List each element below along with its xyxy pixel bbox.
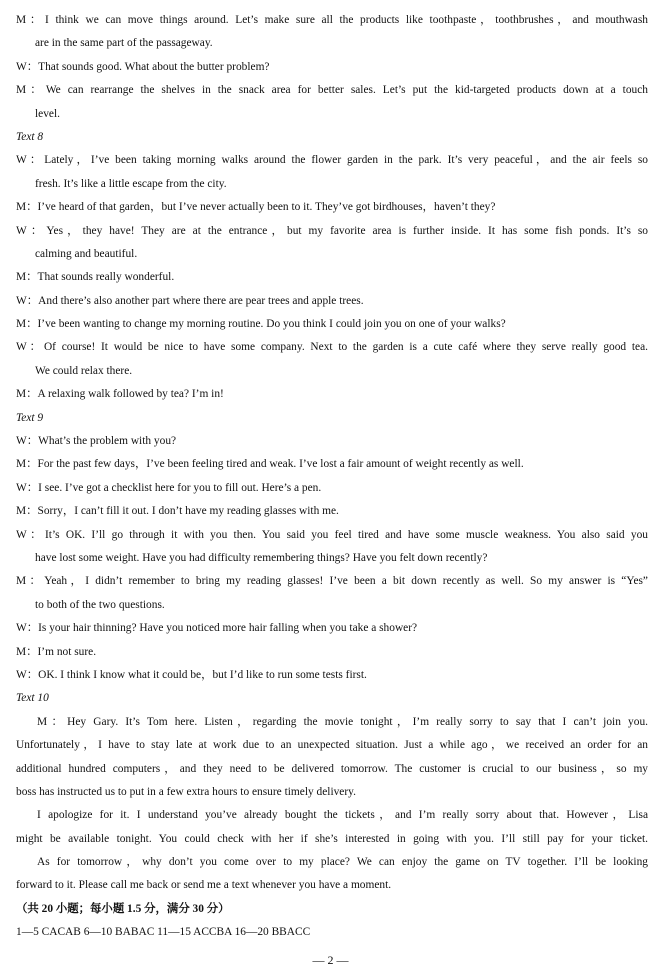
text-line: M：We can rearrange the shelves in the snack area for better sales. Let’s put the kid-targeted products down at a touch bbox=[16, 84, 648, 97]
text-line: M：I’ve heard of that garden，but I’ve never actually been to it. They’ve got birdhouses，haven’t they? bbox=[16, 201, 496, 214]
text-line: additional hundred computers，and they need to be delivered tomorrow. The customer is crucial to our business，so my bbox=[16, 762, 648, 775]
text-line: I apologize for it. I understand you’ve already bought the tickets，and I’m really sorry about that. However，Lisa bbox=[37, 809, 648, 822]
text-line: W：Lately，I’ve been taking morning walks around the flower garden in the park. It’s very peaceful，and the air feels so bbox=[16, 154, 648, 167]
text-line: forward to it. Please call me back or send me a text whenever you have a moment. bbox=[16, 879, 392, 892]
text-line: calming and beautiful. bbox=[35, 247, 138, 260]
text-line: M：Yeah，I didn’t remember to bring my reading glasses! I’ve been a bit down recently as well. So my answer is “Yes” bbox=[16, 575, 648, 588]
text-line: M：A relaxing walk followed by tea? I’m in! bbox=[16, 388, 224, 401]
text-line: fresh. It’s like a little escape from the city. bbox=[35, 177, 227, 190]
text-line: Unfortunately，I have to stay late at work due to an unexpected situation. Just a while ago，we received an order for an bbox=[16, 739, 648, 752]
document-body bbox=[16, 9, 648, 945]
text-line: W：And there’s also another part where there are pear trees and apple trees. bbox=[16, 294, 364, 307]
text-line: boss has instructed us to put in a few extra hours to ensure timely delivery. bbox=[16, 785, 356, 798]
answer-header: （共 20 小题；每小题 1.5 分，满分 30 分） bbox=[16, 902, 230, 915]
text-line: As for tomorrow，why don’t you come over to my place? We can enjoy the game on TV together. I’ll be looking bbox=[37, 856, 648, 869]
page-number: — 2 — bbox=[312, 953, 349, 967]
text-line: M：I’m not sure. bbox=[16, 645, 97, 658]
text-line: W：Is your hair thinning? Have you noticed more hair falling when you take a shower? bbox=[16, 622, 418, 635]
text-line: W：That sounds good. What about the butter problem? bbox=[16, 60, 270, 73]
text-line: M：That sounds really wonderful. bbox=[16, 271, 175, 284]
section-label: Text 8 bbox=[16, 130, 44, 143]
text-line: are in the same part of the passageway. bbox=[35, 37, 213, 50]
text-line: W：Of course! It would be nice to have some company. Next to the garden is a cute café where they serve really good tea. bbox=[16, 341, 648, 354]
text-line: level. bbox=[35, 107, 60, 120]
text-line: W：I see. I’ve got a checklist here for you to fill out. Here’s a pen. bbox=[16, 481, 322, 494]
text-line: W：It’s OK. I’ll go through it with you then. You said you feel tired and have some muscle weakness. You also said you bbox=[16, 528, 648, 541]
text-line: W：What’s the problem with you? bbox=[16, 435, 177, 448]
text-line: might be available tonight. You could check with her if she’s interested in going with you. I’ll still pay for your ticket. bbox=[16, 832, 648, 845]
text-line: We could relax there. bbox=[35, 364, 133, 377]
text-line: M：Sorry，I can’t fill it out. I don’t have my reading glasses with me. bbox=[16, 505, 339, 518]
section-label: Text 9 bbox=[16, 411, 44, 424]
text-line: M：Hey Gary. It’s Tom here. Listen，regarding the movie tonight，I’m really sorry to say that I can’t join you. bbox=[37, 715, 648, 728]
text-line: have lost some weight. Have you had difficulty remembering things? Have you felt down recently? bbox=[35, 551, 488, 564]
text-line: M：I’ve been wanting to change my morning routine. Do you think I could join you on one of your walks? bbox=[16, 318, 506, 331]
text-line: 1—5 CACAB 6—10 BABAC 11—15 ACCBA 16—20 BBACC bbox=[16, 926, 311, 939]
text-line: W：OK. I think I know what it could be，but I’d like to run some tests first. bbox=[16, 668, 367, 681]
text-line: W：Yes，they have! They are at the entrance，but my favorite area is further inside. It has some fish ponds. It’s so bbox=[16, 224, 648, 237]
text-line: to both of the two questions. bbox=[35, 598, 165, 611]
text-line: M：I think we can move things around. Let’s make sure all the products like toothpaste，toothbrushes，and mouthwash bbox=[16, 14, 648, 26]
section-label: Text 10 bbox=[16, 692, 49, 705]
text-line: M：For the past few days，I’ve been feeling tired and weak. I’ve lost a fair amount of weight recently as well. bbox=[16, 458, 524, 471]
